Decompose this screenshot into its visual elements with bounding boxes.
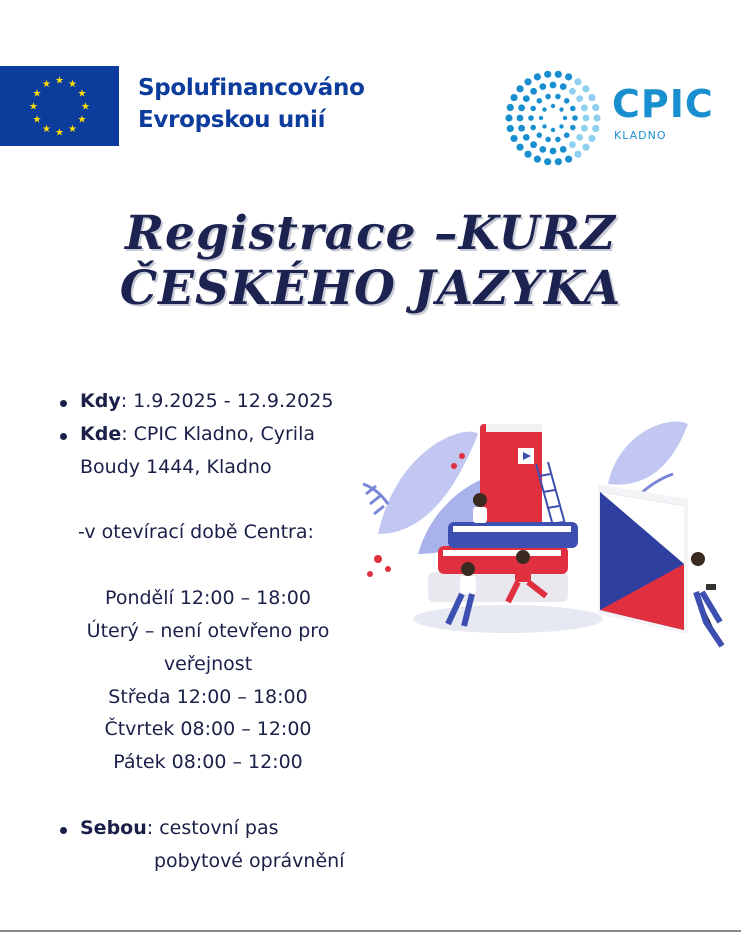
bring-label: Sebou (80, 817, 147, 839)
svg-text:★: ★ (68, 78, 77, 90)
where-value-1: : CPIC Kladno, Cyrila (121, 423, 316, 445)
books-people-illustration (358, 404, 734, 666)
eu-flag-logo (0, 66, 119, 146)
cpic-dots-logo-icon (505, 70, 601, 166)
svg-text:★: ★ (29, 101, 38, 113)
svg-text:★: ★ (68, 124, 77, 136)
hours-monday: Pondělí 12:00 – 18:00 (105, 587, 311, 609)
svg-text:★: ★ (32, 88, 42, 100)
page-title (0, 206, 741, 316)
svg-text:★: ★ (32, 114, 42, 126)
hours-tuesday-cont: veřejnost (163, 653, 253, 675)
title-line1: Registrace –KURZ (125, 206, 616, 261)
hours-thursday: Čtvrtek 08:00 – 12:00 (104, 718, 312, 740)
svg-text:★: ★ (77, 88, 87, 100)
eu-stars-icon (0, 66, 119, 146)
cpic-logo-text: CPIC (612, 82, 714, 126)
eu-text-line2: Evropskou unií (138, 107, 326, 133)
bullet-icon (60, 400, 67, 407)
when-label: Kdy (80, 390, 121, 412)
bottom-rule (0, 930, 741, 932)
where-value-2: Boudy 1444, Kladno (80, 456, 272, 478)
svg-text:★: ★ (81, 101, 90, 113)
opening-note: -v otevírací době Centra: (78, 521, 314, 543)
hours-friday: Pátek 08:00 – 12:00 (113, 751, 303, 773)
where-label: Kde (80, 423, 122, 445)
where-row (80, 423, 315, 445)
bullet-icon (60, 827, 67, 834)
eu-cofunded-text (138, 72, 365, 136)
bring-value-2: pobytové oprávnění (154, 850, 345, 872)
hours-wednesday: Středa 12:00 – 18:00 (108, 686, 308, 708)
cpic-logo-subtext: KLADNO (614, 129, 667, 142)
eu-text-line1: Spolufinancováno (138, 75, 365, 101)
title-line2: ČESKÉHO JAZYKA (119, 261, 622, 316)
svg-text:★: ★ (42, 78, 51, 90)
when-value: : 1.9.2025 - 12.9.2025 (120, 390, 334, 412)
hours-tuesday: Úterý – není otevřeno pro (86, 620, 330, 642)
svg-text:★: ★ (42, 124, 51, 136)
when-row (80, 390, 333, 412)
svg-text:★: ★ (55, 127, 64, 139)
bring-value-1: : cestovní pas (146, 817, 279, 839)
bullet-icon (60, 433, 67, 440)
bring-row (80, 817, 279, 839)
svg-text:★: ★ (55, 75, 64, 87)
svg-text:★: ★ (77, 114, 87, 126)
